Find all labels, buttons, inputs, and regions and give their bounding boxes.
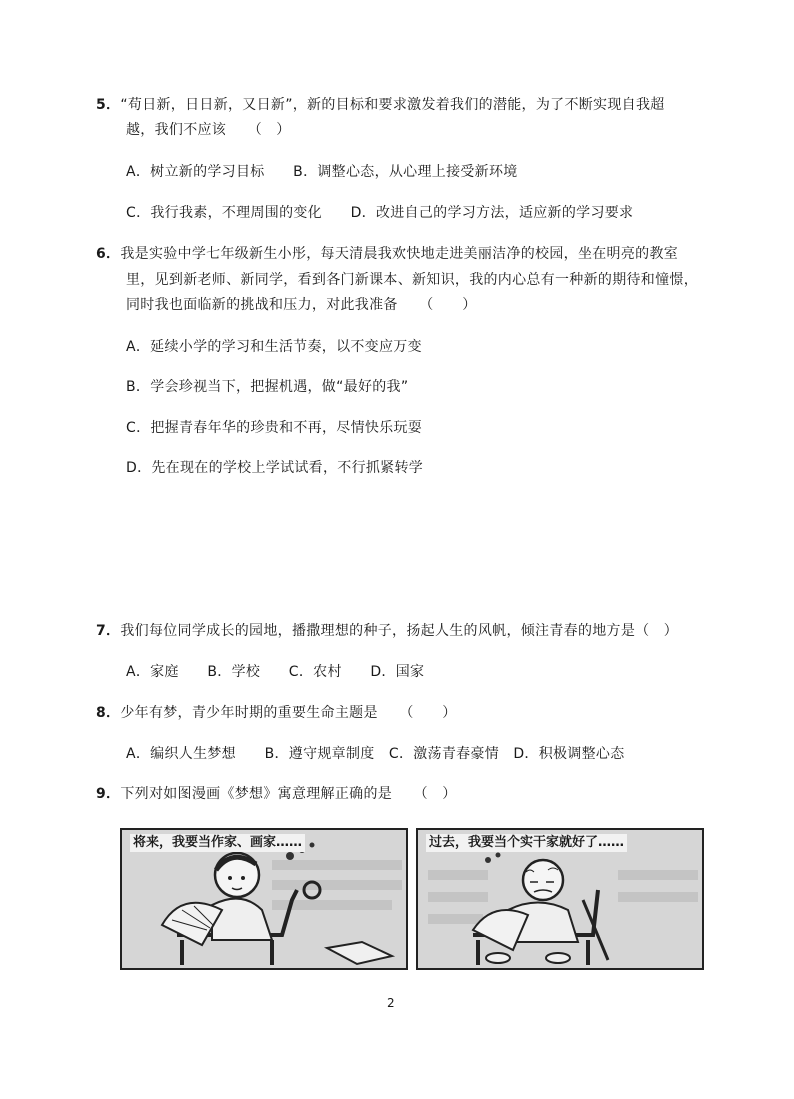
comic-panel-past bbox=[416, 828, 704, 970]
question-7-stem: 我们每位同学成长的园地，播撒理想的种子，扬起人生的风帆，倾注青春的地方是（ ） bbox=[120, 623, 679, 639]
comic-caption-past: 过去，我要当个实干家就好了…… bbox=[426, 834, 627, 852]
question-6-stem-1: 我是实验中学七年级新生小彤，每天清晨我欢快地走进美丽洁净的校园，坐在明亮的教室 bbox=[120, 246, 679, 262]
question-5-stem-1: “苟日新，日日新，又日新”，新的目标和要求激发着我们的潜能，为了不断实现自我超 bbox=[120, 97, 665, 113]
question-9-line-1 bbox=[96, 784, 457, 804]
question-5-options-cd: C．我行我素，不理周围的变化 D．改进自己的学习方法，适应新的学习要求 bbox=[126, 205, 634, 221]
question-7-number: 7． bbox=[96, 623, 121, 639]
dream-comic bbox=[120, 828, 704, 970]
question-8-line-1 bbox=[96, 703, 457, 723]
question-7-line-1 bbox=[96, 621, 678, 641]
question-5-line-1 bbox=[96, 95, 665, 115]
question-6-stem-3: 同时我也面临新的挑战和压力，对此我准备 （ ） bbox=[126, 297, 477, 313]
comic-caption-future: 将来，我要当作家、画家…… bbox=[130, 834, 305, 852]
question-8-options: A．编织人生梦想 B．遵守规章制度 C．激荡青春豪情 D．积极调整心态 bbox=[126, 746, 625, 762]
question-5-stem-2: 越，我们不应该 （ ） bbox=[126, 122, 291, 138]
question-6-option-b: B．学会珍视当下，把握机遇，做“最好的我” bbox=[126, 379, 409, 395]
question-9-stem: 下列对如图漫画《梦想》寓意理解正确的是 （ ） bbox=[120, 786, 457, 802]
question-6-option-d: D．先在现在的学校上学试试看，不行抓紧转学 bbox=[126, 460, 424, 476]
question-9-number: 9． bbox=[96, 786, 121, 802]
question-6-option-a: A．延续小学的学习和生活节奏，以不变应万变 bbox=[126, 339, 422, 355]
question-7-options: A．家庭 B．学校 C．农村 D．国家 bbox=[126, 664, 425, 680]
question-8-stem: 少年有梦，青少年时期的重要生命主题是 （ ） bbox=[120, 705, 457, 721]
question-6-line-1 bbox=[96, 244, 678, 264]
question-5-options-ab: A．树立新的学习目标 B．调整心态，从心理上接受新环境 bbox=[126, 164, 518, 180]
page-number: 2 bbox=[387, 996, 395, 1010]
question-6-number: 6． bbox=[96, 246, 121, 262]
question-8-number: 8． bbox=[96, 705, 121, 721]
question-6-option-c: C．把握青春年华的珍贵和不再，尽情快乐玩耍 bbox=[126, 420, 423, 436]
question-6-stem-2: 里，见到新老师、新同学，看到各门新课本、新知识，我的内心总有一种新的期待和憧憬， bbox=[126, 272, 698, 288]
question-5-number: 5． bbox=[96, 97, 121, 113]
comic-panel-future bbox=[120, 828, 408, 970]
